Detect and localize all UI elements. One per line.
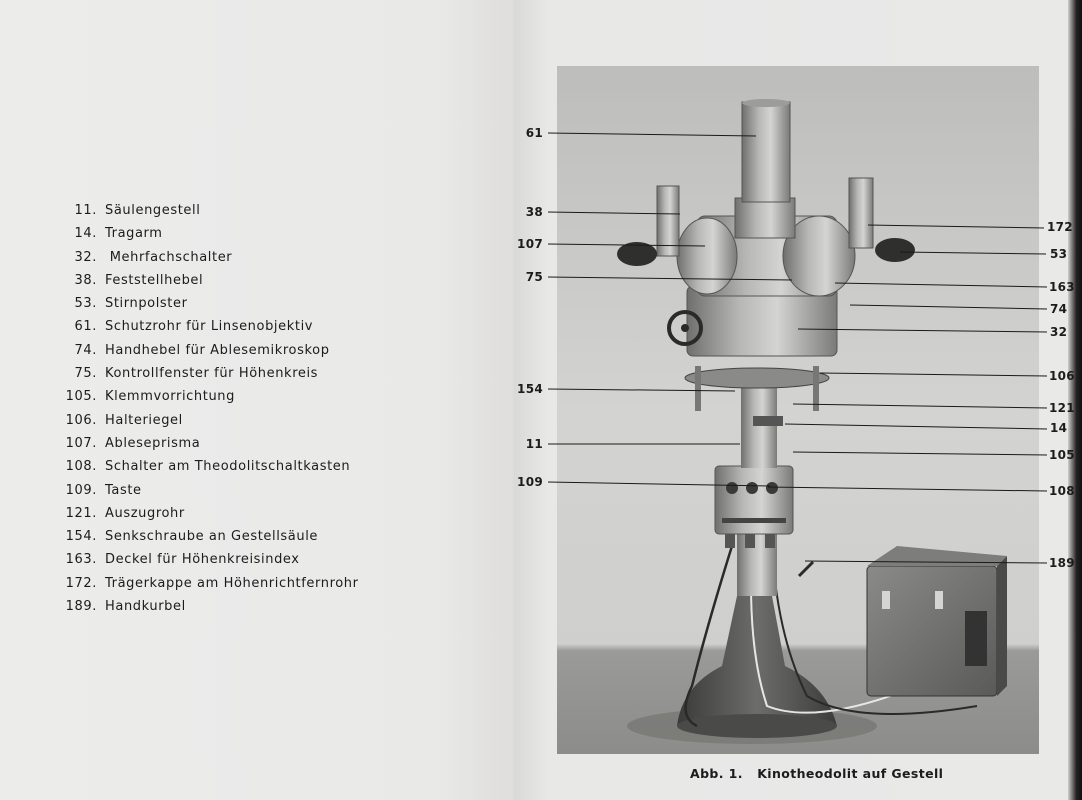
callout-label: 14 <box>1050 421 1068 435</box>
legend-item <box>0 526 500 549</box>
legend-label: Kontrollfenster für Höhenkreis <box>105 366 319 382</box>
legend-number: 163. <box>65 552 97 568</box>
legend-label: Tragarm <box>105 226 163 242</box>
legend-number: 11. <box>74 203 97 218</box>
legend-item <box>0 410 500 433</box>
callout-label: 75 <box>525 270 543 284</box>
callout-label: 106 <box>1049 369 1075 383</box>
legend-number: 108. <box>65 459 97 475</box>
legend-item <box>0 316 500 339</box>
legend-label: Säulengestell <box>105 203 201 218</box>
legend-number: 107. <box>65 435 97 451</box>
legend-number: 172. <box>65 575 97 591</box>
legend-label: Halteriegel <box>105 412 183 428</box>
legend-item <box>0 340 500 363</box>
figure-caption <box>690 766 943 781</box>
callout-label: 61 <box>525 126 543 140</box>
legend-label: Mehrfachschalter <box>105 249 233 265</box>
legend-item <box>0 270 500 293</box>
legend-number: 38. <box>74 272 97 288</box>
legend-number: 75. <box>74 366 97 382</box>
legend-label: Deckel für Höhenkreisindex <box>105 552 300 568</box>
callout-label: 108 <box>1049 484 1075 498</box>
legend-number: 14. <box>74 226 97 242</box>
book-edge-shadow <box>1068 0 1082 800</box>
legend-item <box>0 433 500 456</box>
callout-label: 107 <box>517 237 543 251</box>
legend-item <box>0 200 500 223</box>
legend-label: Auszugrohr <box>105 505 185 521</box>
callout-label: 189 <box>1049 556 1075 570</box>
legend-number: 121. <box>65 505 97 521</box>
legend-item <box>0 549 500 572</box>
legend-label: Trägerkappe am Höhenrichtfernrohr <box>105 575 359 591</box>
legend-number: 32. <box>74 249 97 265</box>
callout-label: 163 <box>1049 280 1075 294</box>
callout-label: 109 <box>517 475 543 489</box>
legend-item <box>0 596 500 619</box>
legend-number: 106. <box>65 412 97 428</box>
callout-label: 154 <box>517 382 543 396</box>
legend-item <box>0 503 500 526</box>
legend-label: Feststellhebel <box>105 272 204 288</box>
legend-item <box>0 293 500 316</box>
legend-label: Senkschraube an Gestellsäule <box>105 529 318 545</box>
legend-item <box>0 456 500 479</box>
legend-number: 74. <box>74 342 97 358</box>
callout-label: 105 <box>1049 448 1075 462</box>
callout-label: 172 <box>1047 220 1073 234</box>
legend-label: Handkurbel <box>105 599 186 615</box>
callout-label: 38 <box>525 205 543 219</box>
legend-item <box>0 223 500 246</box>
legend-number: 53. <box>74 296 97 312</box>
callout-label: 121 <box>1049 401 1075 415</box>
parts-legend <box>0 200 500 619</box>
legend-item <box>0 247 500 270</box>
legend-label: Schalter am Theodolitschaltkasten <box>105 459 351 475</box>
callout-label: 11 <box>525 437 543 451</box>
theodolite-photograph <box>557 66 1039 754</box>
figure-title: Kinotheodolit auf Gestell <box>757 766 944 781</box>
legend-label: Taste <box>105 482 142 498</box>
legend-number: 61. <box>74 319 97 335</box>
figure-number: Abb. 1. <box>690 766 743 781</box>
legend-label: Stirnpolster <box>105 296 188 312</box>
legend-item <box>0 363 500 386</box>
callout-label: 53 <box>1050 247 1068 261</box>
legend-item <box>0 573 500 596</box>
legend-item <box>0 386 500 409</box>
callout-label: 74 <box>1050 302 1068 316</box>
left-page <box>0 0 514 800</box>
legend-number: 105. <box>65 389 97 405</box>
legend-label: Handhebel für Ablesemikroskop <box>105 342 330 358</box>
callout-label: 32 <box>1050 325 1068 339</box>
legend-number: 189. <box>65 599 97 615</box>
legend-number: 154. <box>65 529 97 545</box>
legend-label: Schutzrohr für Linsenobjektiv <box>105 319 314 335</box>
legend-number: 109. <box>65 482 97 498</box>
legend-item <box>0 480 500 503</box>
legend-label: Ableseprisma <box>105 435 201 451</box>
legend-label: Klemmvorrichtung <box>105 389 235 405</box>
